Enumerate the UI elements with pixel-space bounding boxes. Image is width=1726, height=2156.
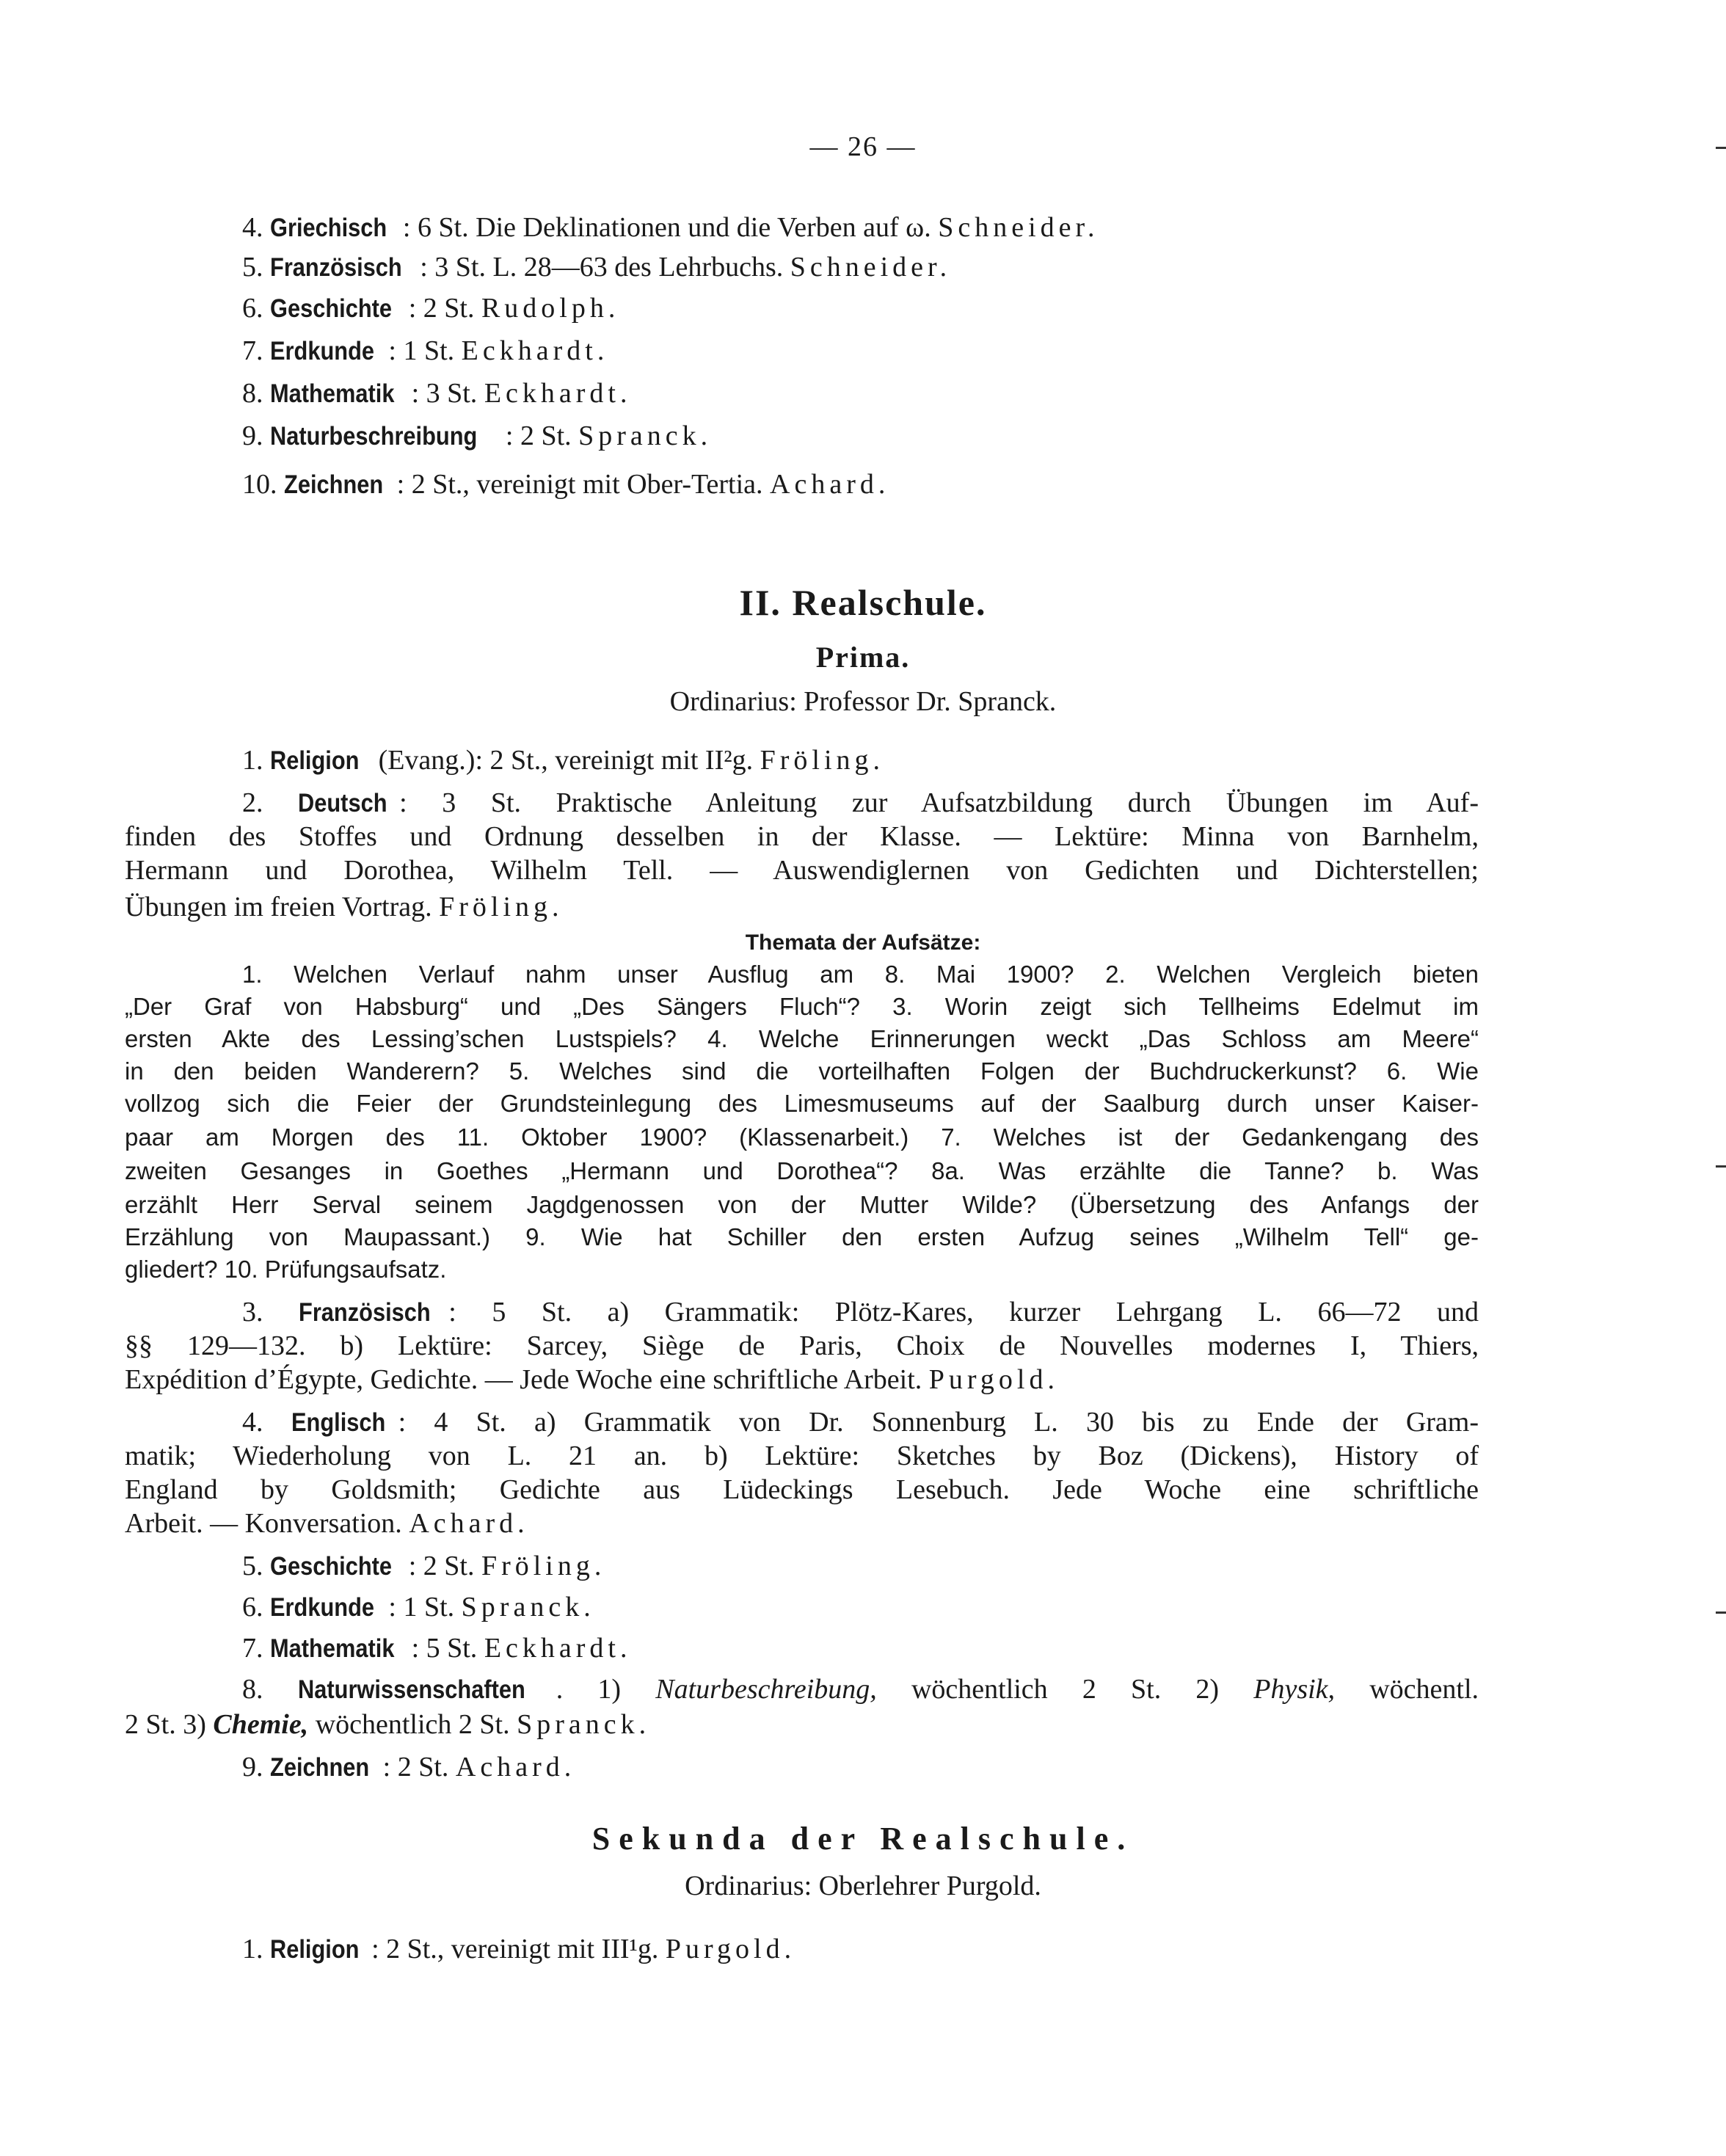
themata-line: 1. Welchen Verlauf nahm unser Ausflug am 8. Mai 1900? 2. Welchen Vergleich bieten	[242, 961, 1479, 988]
ordinarius: Ordinarius: Professor Dr. Spranck.	[669, 686, 1057, 717]
paragraph-line: 2 St. 3) Chemie, wöchentlich 2 St. Spranck.	[125, 1709, 651, 1740]
paragraph-line: England by Goldsmith; Gedichte aus Lüdeckings Lesebuch. Jede Woche eine schriftliche	[125, 1474, 1479, 1505]
list-item: 7. Erdkunde : 1 St. Eckhardt.	[242, 335, 609, 366]
themata-line: zweiten Gesanges in Goethes „Hermann und Dorothea“? 8a. Was erzählte die Tanne? b. Was	[125, 1157, 1479, 1184]
scan-edge-mark	[1716, 147, 1726, 149]
paragraph-line: Arbeit. — Konversation. Achard.	[125, 1508, 529, 1539]
paragraph-line: §§ 129—132. b) Lektüre: Sarcey, Siège de Paris, Choix de Nouvelles modernes I, Thiers,	[125, 1330, 1479, 1361]
section-title: II. Realschule.	[739, 582, 987, 623]
themata-line: „Der Graf von Habsburg“ und „Des Sängers Fluch“? 3. Worin zeigt sich Tellheims Edelmut im	[125, 993, 1479, 1020]
themata-line: ersten Akte des Lessing’schen Lustspiels? 4. Welche Erinnerungen weckt „Das Schloss am Meere“	[125, 1025, 1479, 1052]
zeichnen-entry: 9. Zeichnen : 2 St. Achard.	[242, 1752, 576, 1782]
scan-edge-mark	[1716, 1165, 1726, 1168]
mathematik-entry: 7. Mathematik : 5 St. Eckhardt.	[242, 1633, 632, 1664]
naturwissenschaften-entry: 8. Naturwissenschaften . 1) Naturbeschreibung, wöchentlich 2 St. 2) Physik, wöchentl.	[242, 1674, 1479, 1705]
class-title: Prima.	[815, 641, 911, 674]
themata-line: vollzog sich die Feier der Grundsteinlegung des Limesmuseums auf der Saalburg durch unser Kaiser-	[125, 1090, 1479, 1117]
themata-line: paar am Morgen des 11. Oktober 1900? (Klassenarbeit.) 7. Welches ist der Gedankengang des	[125, 1123, 1479, 1151]
themata-line: gliedert? 10. Prüfungsaufsatz.	[125, 1256, 447, 1283]
religion-entry: 1. Religion (Evang.): 2 St., vereinigt mit II²g. Fröling.	[242, 745, 885, 776]
list-item: 5. Französisch : 3 St. L. 28—63 des Lehrbuchs. Schneider.	[242, 252, 952, 283]
page-number: — 26 —	[809, 131, 917, 162]
sekunda-ordinarius: Ordinarius: Oberlehrer Purgold.	[685, 1871, 1041, 1901]
paragraph-line: Hermann und Dorothea, Wilhelm Tell. — Auswendiglernen von Gedichten und Dichterstellen;	[125, 855, 1479, 886]
list-item: 10. Zeichnen : 2 St., vereinigt mit Ober-Tertia. Achard.	[242, 469, 890, 500]
paragraph-line: finden des Stoffes und Ordnung desselben in der Klasse. — Lektüre: Minna von Barnhelm,	[125, 821, 1479, 852]
list-item: 6. Geschichte : 2 St. Rudolph.	[242, 293, 620, 324]
themata-title: Themata der Aufsätze:	[745, 930, 981, 955]
themata-line: in den beiden Wanderern? 5. Welches sind die vorteilhaften Folgen der Buchdruckerkunst? 6. Wie	[125, 1057, 1479, 1085]
themata-line: Erzählung von Maupassant.) 9. Wie hat Schiller den ersten Aufzug seines „Wilhelm Tell“ ge-	[125, 1223, 1479, 1250]
sekunda-religion-entry: 1. Religion : 2 St., vereinigt mit III¹g. Purgold.	[242, 1934, 796, 1964]
themata-line: erzählt Herr Serval seinem Jagdgenossen von der Mutter Wilde? (Übersetzung des Anfangs der	[125, 1191, 1479, 1218]
scan-edge-mark	[1716, 1611, 1726, 1614]
deutsch-entry: 2. Deutsch : 3 St. Praktische Anleitung zur Aufsatzbildung durch Übungen im Auf-	[242, 787, 1479, 818]
paragraph-line: Übungen im freien Vortrag. Fröling.	[125, 892, 564, 922]
paragraph-line: Expédition d’Égypte, Gedichte. — Jede Woche eine schriftliche Arbeit. Purgold.	[125, 1364, 1059, 1395]
list-item: 9. Naturbeschreibung : 2 St. Spranck.	[242, 420, 713, 451]
list-item: 4. Griechisch : 6 St. Die Deklinationen und die Verben auf ω. Schneider.	[242, 212, 1099, 243]
erdkunde-entry: 6. Erdkunde : 1 St. Spranck.	[242, 1592, 595, 1623]
list-item: 8. Mathematik : 3 St. Eckhardt.	[242, 378, 632, 409]
geschichte-entry: 5. Geschichte : 2 St. Fröling.	[242, 1551, 606, 1581]
englisch-entry: 4. Englisch : 4 St. a) Grammatik von Dr. Sonnenburg L. 30 bis zu Ende der Gram-	[242, 1407, 1479, 1438]
paragraph-line: matik; Wiederholung von L. 21 an. b) Lektüre: Sketches by Boz (Dickens), History of	[125, 1441, 1479, 1471]
franzoesisch-entry: 3. Französisch : 5 St. a) Grammatik: Plötz-Kares, kurzer Lehrgang L. 66—72 und	[242, 1297, 1479, 1328]
sekunda-title: Sekunda der Realschule.	[591, 1821, 1135, 1857]
